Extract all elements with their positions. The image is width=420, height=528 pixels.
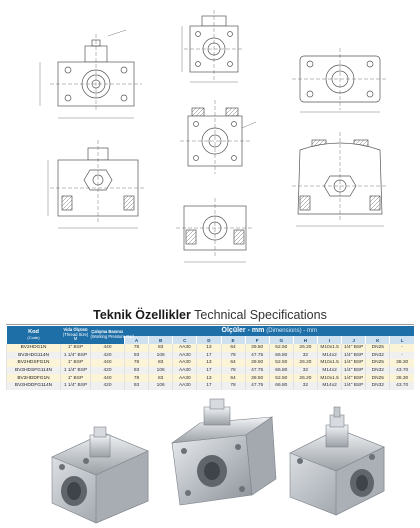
table-cell: 440 <box>91 359 125 367</box>
header-code-en: (Code) <box>27 335 40 340</box>
table-cell: 66.80 <box>269 382 293 390</box>
table-cell: 106 <box>149 367 173 375</box>
table-cell: DN25 <box>366 374 390 382</box>
table-cell: 1/4" BSP <box>342 359 366 367</box>
table-cell: M10x1.5 <box>318 344 342 352</box>
table-cell: AA30 <box>173 344 197 352</box>
table-cell: M14x2 <box>318 382 342 390</box>
table-cell: 39.50 <box>245 344 269 352</box>
table-cell: 1 1/4" BSP <box>61 352 91 360</box>
table-cell: M14x2 <box>318 352 342 360</box>
title-turkish: Teknik Özellikler <box>93 308 191 322</box>
table-cell: 440 <box>91 374 125 382</box>
table-header-row <box>7 326 415 336</box>
table-cell: DN32 <box>366 382 390 390</box>
table-cell: 1/4" BSP <box>342 344 366 352</box>
title-divider <box>6 324 414 325</box>
table-cell: 78 <box>125 359 149 367</box>
table-cell: 13 <box>197 374 221 382</box>
table-row <box>7 367 415 375</box>
product-code-cell: BV2HDG1N <box>7 344 61 352</box>
table-cell: 83 <box>149 359 173 367</box>
drawing-top-view-1 <box>182 10 244 82</box>
header-pressure-tr: Çalışma Basıncı <box>91 329 124 335</box>
table-cell: DN25 <box>366 359 390 367</box>
table-cell: 1 1/4" BSP <box>61 367 91 375</box>
table-cell: 26.20 <box>293 344 317 352</box>
table-cell: 1/4" BSP <box>342 352 366 360</box>
table-cell: 78 <box>221 367 245 375</box>
header-dims-en: (Dimensions) - mm <box>266 327 317 334</box>
table-cell: 83 <box>149 374 173 382</box>
dim-header-f: F <box>245 336 269 344</box>
table-cell: 83 <box>149 344 173 352</box>
table-row <box>7 344 415 352</box>
table-cell: AA30 <box>173 352 197 360</box>
table-cell: 1" BSP <box>61 344 91 352</box>
dim-header-c: C <box>173 336 197 344</box>
table-cell: 38.30 <box>390 374 414 382</box>
table-cell: M10x1.5 <box>318 359 342 367</box>
table-cell: 78 <box>125 344 149 352</box>
header-thread-unit: M <box>73 336 78 342</box>
product-code-cell: BV2HDSFG1N <box>7 359 61 367</box>
dim-header-d: D <box>197 336 221 344</box>
section-title <box>0 308 420 322</box>
drawing-side-view-1 <box>292 48 388 112</box>
table-cell: 17 <box>197 352 221 360</box>
table-cell: 1/4" BSP <box>342 374 366 382</box>
table-cell: 13 <box>197 359 221 367</box>
drawing-section-view-left <box>48 140 146 228</box>
table-cell: 420 <box>91 382 125 390</box>
table-cell: 64 <box>221 344 245 352</box>
table-cell: 78 <box>221 352 245 360</box>
table-cell: DN32 <box>366 367 390 375</box>
table-cell: 66.80 <box>269 367 293 375</box>
table-cell: 420 <box>91 367 125 375</box>
table-cell: 52.50 <box>269 359 293 367</box>
table-cell: 47.75 <box>245 367 269 375</box>
header-code <box>7 326 61 344</box>
product-photo-valve-3 <box>290 407 384 515</box>
table-cell: M14x2 <box>318 367 342 375</box>
table-cell: DN25 <box>366 344 390 352</box>
table-row <box>7 382 415 390</box>
dim-header-e: E <box>221 336 245 344</box>
header-dims-tr: Ölçüler - mm <box>221 326 265 334</box>
table-cell: 1/4" BSP <box>342 367 366 375</box>
dim-header-i: I <box>318 336 342 344</box>
table-cell: 26.20 <box>293 359 317 367</box>
table-cell: 17 <box>197 382 221 390</box>
table-cell: 106 <box>149 352 173 360</box>
table-cell: AA30 <box>173 359 197 367</box>
dim-header-k: K <box>366 336 390 344</box>
dim-header-h: H <box>293 336 317 344</box>
header-thread-tr: Vida Ölçüsü <box>63 327 88 333</box>
product-code-cell: BV2HDG114N <box>7 352 61 360</box>
product-code-cell: BV2HDDFG1N <box>7 374 61 382</box>
table-cell: 78 <box>221 382 245 390</box>
table-cell: 78 <box>125 374 149 382</box>
table-cell: AA30 <box>173 367 197 375</box>
table-cell: 47.75 <box>245 352 269 360</box>
product-photo-valve-2 <box>172 399 276 505</box>
header-code-tr: Kod <box>28 329 39 335</box>
title-english: Technical Specifications <box>194 308 327 322</box>
table-cell: 43.70 <box>390 367 414 375</box>
header-thread <box>61 326 91 344</box>
dim-header-a: A <box>125 336 149 344</box>
table-row <box>7 359 415 367</box>
table-cell: 1 1/4" BSP <box>61 382 91 390</box>
table-cell: 39.50 <box>245 374 269 382</box>
header-dimensions <box>125 326 415 336</box>
product-code-cell: BV2HDSFG114N <box>7 367 61 375</box>
table-cell: M10x1.5 <box>318 374 342 382</box>
table-cell: 32 <box>293 382 317 390</box>
table-cell: 64 <box>221 359 245 367</box>
table-row <box>7 374 415 382</box>
table-cell: 93 <box>125 367 149 375</box>
drawing-section-view-right <box>292 132 388 226</box>
table-cell: 52.50 <box>269 344 293 352</box>
table-cell: 1" BSP <box>61 374 91 382</box>
table-cell: - <box>390 344 414 352</box>
table-row <box>7 352 415 360</box>
table-cell: AA30 <box>173 382 197 390</box>
table-cell: 64 <box>221 374 245 382</box>
product-photo-valve-1 <box>52 427 148 523</box>
drawing-front-view-1 <box>40 30 142 118</box>
table-cell: 47.75 <box>245 382 269 390</box>
table-cell: - <box>390 352 414 360</box>
drawing-center-view <box>180 100 256 174</box>
product-code-cell: BV2HDDFG114N <box>7 382 61 390</box>
table-cell: 440 <box>91 344 125 352</box>
spec-table <box>6 326 414 390</box>
header-thread-en: (Thread Size) <box>62 331 89 337</box>
table-cell: 39.50 <box>245 359 269 367</box>
table-cell: 66.80 <box>269 352 293 360</box>
header-pressure <box>90 326 135 344</box>
table-cell: 13 <box>197 344 221 352</box>
table-cell: 32 <box>293 367 317 375</box>
table-body <box>7 344 415 390</box>
table-cell: 106 <box>149 382 173 390</box>
table-cell: 43.70 <box>390 382 414 390</box>
header-pressure-en: (Working Pressure Bar) <box>90 334 135 339</box>
table-cell: 38.30 <box>390 359 414 367</box>
dim-header-b: B <box>149 336 173 344</box>
product-photos <box>0 395 420 528</box>
dim-header-l: L <box>390 336 414 344</box>
drawing-bottom-view <box>176 198 254 262</box>
dim-header-g: G <box>269 336 293 344</box>
dim-header-j: J <box>342 336 366 344</box>
table-cell: 32 <box>293 352 317 360</box>
table-cell: 93 <box>125 352 149 360</box>
table-cell: DN32 <box>366 352 390 360</box>
table-cell: 93 <box>125 382 149 390</box>
table-cell: 17 <box>197 367 221 375</box>
table-cell: 420 <box>91 352 125 360</box>
table-cell: 1/4" BSP <box>342 382 366 390</box>
table-cell: 1" BSP <box>61 359 91 367</box>
table-cell: 52.50 <box>269 374 293 382</box>
table-cell: AA30 <box>173 374 197 382</box>
table-cell: 26.20 <box>293 374 317 382</box>
